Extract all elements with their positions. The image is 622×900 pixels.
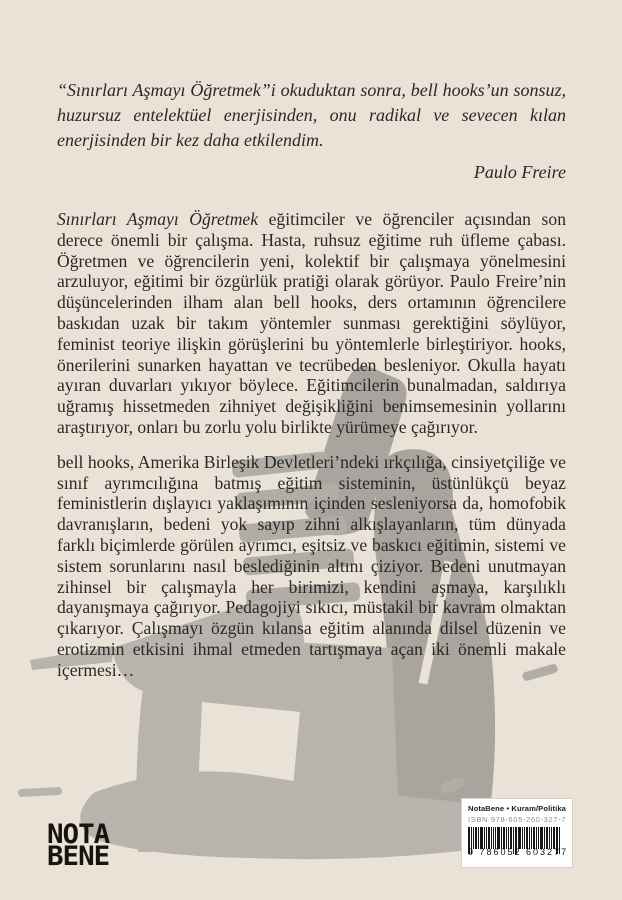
synopsis-paragraph-1-text: eğitimciler ve öğrenciler açısından son derece önemli bir çalışma. Hasta, ruhsuz eğitime ruh üfleme çabası. Öğretmen ve öğrencilerin yeni, kolektif bir çalışmaya yönelmesini arzuluyor, eğitimi bir özgürlük pratiği olarak görüyor. Paulo Freire’nin düşüncelerinden ilham alan bell hooks, ders ortamının öğrencilere baskıdan uzak bir takım yöntemler sunması gerektiğini söylüyor, feminist teoriye ilişkin görüşlerini bu yöntemlerle birleştiriyor. hooks, önerilerini sunarken hayattan ve tecrübeden besleniyor. Okulla hayatı ayıran duvarları yıkıyor böylece. Eğitimcilerin bunalmadan, saldırıya uğramış hissetmeden zihniyet değişikliğini benimsemesinin yollarını araştırıyor, onları bu zorlu yolu birlikte yürümeye çağırıyor. (57, 209, 566, 437)
barcode-isbn-line: ISBN 978-605-260-327-7 (468, 814, 567, 824)
notabene-publisher-logo (47, 819, 110, 873)
freire-quote: “Sınırları Aşmayı Öğretmek”i okuduktan sonra, bell hooks’un sonsuz, huzursuz entelektüel enerjisinden, onu radikal ve sevecen kılan enerjisinden bir kez daha etkilendim. (57, 80, 566, 150)
barcode-publisher-line: NotaBene • Kuram/Politika (468, 804, 566, 813)
logo-line-1: NOTA (47, 819, 110, 850)
logo-line-2: BENE (47, 841, 110, 873)
barcode-digits: 9 786052 603277 (468, 846, 569, 857)
back-cover-text (57, 78, 566, 681)
synopsis-paragraph-1 (57, 209, 566, 438)
synopsis-paragraph-2: bell hooks, Amerika Birleşik Devletleri’ndeki ırkçılığa, cinsiyetçiliğe ve sınıf ayrımcılığına batmış eğitim sisteminin, üstünlükçü beyaz feministlerin dışlayıcı yaklaşımının içinden sesleniyorsa da, homofobik davranışların, bedeni yok sayıp zihni alkışlayanların, tüm dünyada farklı biçimlerde görülen ayrımcı, eşitsiz ve baskıcı eğitimin, sistemi ve sistem sorunlarını nasıl beslediğinin altını çiziyor. Bedeni unutmayan zihinsel bir çalışmayla her birimizi, kendini aşmaya, karşılıklı dayanışmaya çağırıyor. Pedagojiyi sıkıcı, müstakil bir kavram olmaktan çıkarıyor. Çalışmayı özgün kılansa eğitim alanında dilsel düzenin ve erotizmin etkisini ihmal etmeden tartışmaya açan iki önemli makale içermesi… (57, 451, 566, 680)
isbn-barcode-box (461, 798, 573, 868)
book-title-italic: Sınırları Aşmayı Öğretmek (57, 209, 259, 229)
quote-attribution: Paulo Freire (473, 162, 566, 182)
